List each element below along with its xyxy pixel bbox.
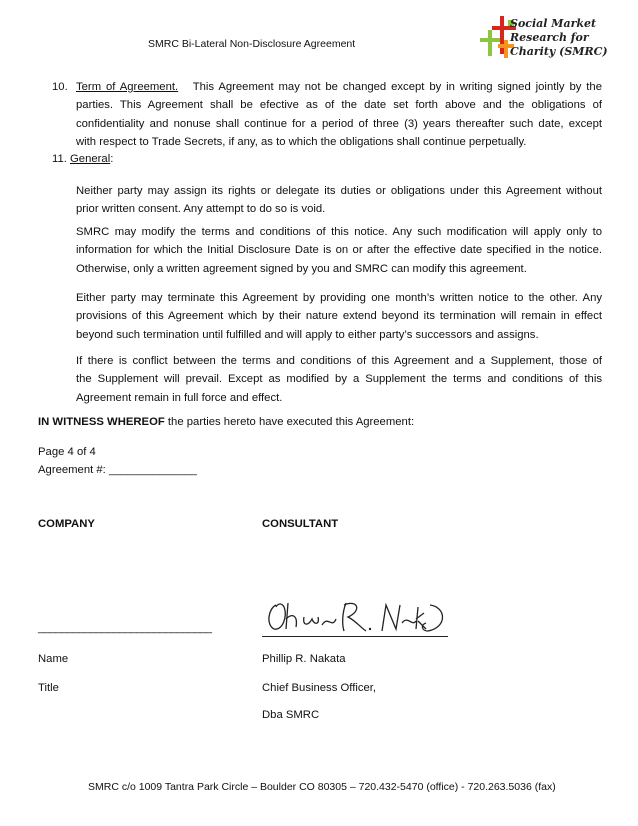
consultant-dba: Dba SMRC xyxy=(262,709,320,721)
company-name-label: Name xyxy=(38,653,69,665)
section-10 xyxy=(52,78,602,152)
section-10-line-1: This Agreement may not be changed except by in writing signed jointly by the xyxy=(192,81,602,93)
paragraph-line: Either party may terminate this Agreement by providing one month’s written notice to the other. Any xyxy=(76,292,602,304)
section-11-paragraph-3 xyxy=(76,289,602,344)
logo-line-3: Charity (SMRC) xyxy=(510,45,608,58)
section-10-number: 10. xyxy=(52,81,68,93)
paragraph-line: provisions of this Agreement which by their nature extend beyond its termination will remain in effect xyxy=(76,310,602,323)
section-10-line-4: with respect to Trade Secrets, if any, as to which the obligations shall continue perpetually. xyxy=(76,136,527,149)
company-signature-line: ______________________________ xyxy=(38,622,212,634)
paragraph-line: SMRC may modify the terms and conditions of this notice. Any such modification will apply only to xyxy=(76,226,602,238)
smrc-logo-text xyxy=(510,17,608,59)
consultant-signature-line xyxy=(262,636,448,637)
section-11-heading-row xyxy=(52,150,113,168)
company-title-label: Title xyxy=(38,682,59,694)
logo-line-2: Research for xyxy=(510,31,589,44)
page-footer: SMRC c/o 1009 Tantra Park Circle – Boulder CO 80305 – 720.432-5470 (office) - 720.263.5036 (fax) xyxy=(88,781,556,793)
page-number: Page 4 of 4 xyxy=(38,446,96,458)
paragraph-line: Otherwise, only a written agreement signed by you and SMRC can modify this agreement. xyxy=(76,262,527,275)
witness-bold: IN WITNESS WHEREOF xyxy=(38,416,165,428)
consultant-signature xyxy=(262,595,450,637)
section-11-number: 11. xyxy=(52,153,67,165)
logo-line-1: Social Market xyxy=(510,17,597,30)
paragraph-line: the Supplement will prevail. Except as modified by a Supplement the terms and conditions of this xyxy=(76,373,602,386)
section-10-line-2: parties. This Agreement shall be efective as of the date set forth above and the obligations of xyxy=(76,99,602,112)
witness-rest: the parties hereto have executed this Agreement: xyxy=(164,416,415,428)
paragraph-line: prior written consent. Any attempt to do so is void. xyxy=(76,203,326,216)
section-11-paragraph-2 xyxy=(76,223,602,278)
company-heading: COMPANY xyxy=(38,518,95,530)
section-10-line-3: confidentiality and nonuse shall continue for a period of three (3) years thereafter such date, except xyxy=(76,117,602,130)
document-header-title: SMRC Bi-Lateral Non-Disclosure Agreement xyxy=(148,38,356,50)
agreement-number: Agreement #: ______________ xyxy=(38,464,197,476)
consultant-name: Phillip R. Nakata xyxy=(262,653,346,665)
section-11-paragraph-4 xyxy=(76,352,602,407)
paragraph-line: Agreement remain in full force and effect. xyxy=(76,391,283,404)
section-11-colon: : xyxy=(110,153,114,165)
consultant-heading: CONSULTANT xyxy=(262,518,339,530)
section-10-heading: Term of Agreement. xyxy=(76,81,179,93)
witness-statement xyxy=(38,416,414,428)
consultant-title: Chief Business Officer, xyxy=(262,682,377,694)
paragraph-line: If there is conflict between the terms and conditions of this Agreement and a Supplement, those of xyxy=(76,355,602,367)
section-11-paragraph-1 xyxy=(76,182,602,219)
paragraph-line: information for which the Initial Disclosure Date is on or after the effective date specified in the notice. xyxy=(76,244,602,257)
section-10-body xyxy=(76,78,602,152)
handwritten-signature xyxy=(262,595,450,637)
paragraph-line: beyond such termination until fulfilled and will apply to either party’s successors and assigns. xyxy=(76,328,539,341)
paragraph-line: Neither party may assign its rights or delegate its duties or obligations under this Agreement without xyxy=(76,185,602,197)
smrc-logo xyxy=(478,12,618,72)
section-11-heading: General xyxy=(70,153,111,165)
